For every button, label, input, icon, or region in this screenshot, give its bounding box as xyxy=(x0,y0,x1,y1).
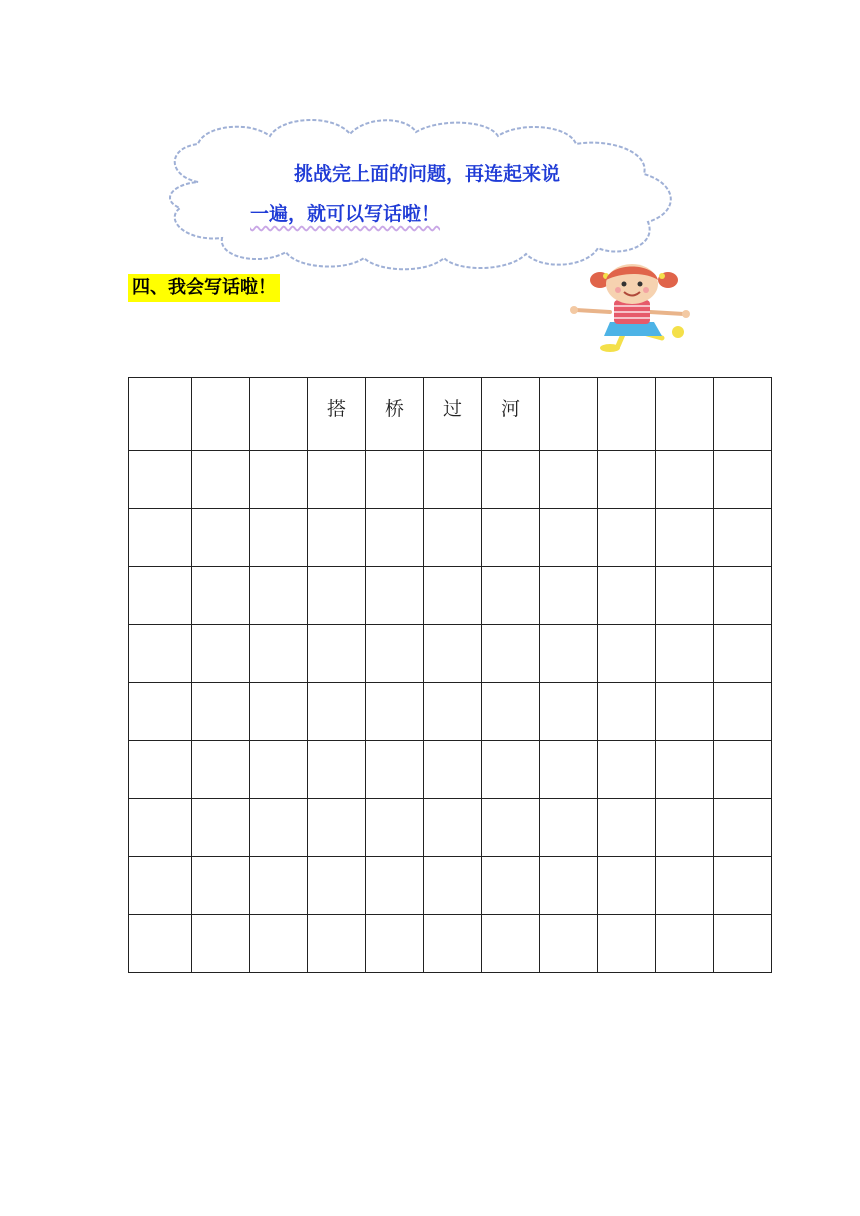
grid-row xyxy=(129,625,772,683)
grid-cell[interactable] xyxy=(714,915,772,973)
grid-cell[interactable] xyxy=(656,741,714,799)
grid-cell[interactable] xyxy=(308,741,366,799)
grid-cell[interactable] xyxy=(540,915,598,973)
grid-cell[interactable] xyxy=(129,683,192,741)
grid-cell[interactable] xyxy=(308,857,366,915)
grid-cell[interactable] xyxy=(129,509,192,567)
grid-cell[interactable] xyxy=(192,378,250,451)
grid-cell[interactable] xyxy=(714,509,772,567)
grid-cell[interactable] xyxy=(714,799,772,857)
section-heading: 四、我会写话啦！ xyxy=(128,274,280,302)
grid-cell[interactable] xyxy=(540,741,598,799)
grid-cell[interactable] xyxy=(482,625,540,683)
grid-cell[interactable] xyxy=(540,451,598,509)
grid-cell[interactable] xyxy=(192,683,250,741)
grid-cell[interactable] xyxy=(656,915,714,973)
grid-row xyxy=(129,799,772,857)
grid-cell[interactable] xyxy=(540,509,598,567)
grid-cell[interactable] xyxy=(366,857,424,915)
grid-cell[interactable] xyxy=(129,741,192,799)
grid-cell[interactable] xyxy=(482,915,540,973)
grid-cell[interactable] xyxy=(308,799,366,857)
grid-cell[interactable] xyxy=(656,509,714,567)
grid-row xyxy=(129,509,772,567)
grid-cell[interactable] xyxy=(129,799,192,857)
grid-cell[interactable] xyxy=(366,625,424,683)
grid-cell[interactable] xyxy=(366,799,424,857)
grid-cell[interactable] xyxy=(366,509,424,567)
title-character-cell[interactable]: 河 xyxy=(482,378,540,451)
grid-row xyxy=(129,683,772,741)
grid-cell[interactable] xyxy=(308,915,366,973)
grid-cell[interactable] xyxy=(129,378,192,451)
grid-cell[interactable] xyxy=(192,915,250,973)
grid-cell[interactable] xyxy=(714,741,772,799)
grid-cell[interactable] xyxy=(714,857,772,915)
grid-cell[interactable] xyxy=(598,683,656,741)
speech-cloud xyxy=(158,112,692,276)
grid-cell[interactable] xyxy=(598,741,656,799)
cloud-text-line-2: 一遍，就可以写话啦！ xyxy=(250,203,441,225)
grid-cell[interactable] xyxy=(250,915,308,973)
grid-cell[interactable] xyxy=(598,625,656,683)
grid-cell[interactable] xyxy=(482,451,540,509)
grid-cell[interactable] xyxy=(192,799,250,857)
grid-cell[interactable] xyxy=(656,378,714,451)
grid-cell[interactable] xyxy=(656,683,714,741)
grid-cell[interactable] xyxy=(598,567,656,625)
grid-cell[interactable] xyxy=(192,567,250,625)
cartoon-girl-icon xyxy=(566,262,696,354)
grid-cell[interactable] xyxy=(656,857,714,915)
grid-cell[interactable] xyxy=(656,799,714,857)
grid-cell[interactable] xyxy=(250,378,308,451)
grid-cell[interactable] xyxy=(424,683,482,741)
grid-cell[interactable] xyxy=(366,915,424,973)
grid-cell[interactable] xyxy=(598,509,656,567)
grid-cell[interactable] xyxy=(250,451,308,509)
grid-cell[interactable] xyxy=(482,741,540,799)
grid-cell[interactable] xyxy=(424,915,482,973)
grid-cell[interactable] xyxy=(540,378,598,451)
grid-cell[interactable] xyxy=(424,741,482,799)
grid-cell[interactable] xyxy=(192,451,250,509)
grid-cell[interactable] xyxy=(540,799,598,857)
grid-cell[interactable] xyxy=(540,683,598,741)
grid-cell[interactable] xyxy=(598,378,656,451)
grid-cell[interactable] xyxy=(308,567,366,625)
grid-cell[interactable] xyxy=(540,857,598,915)
grid-cell[interactable] xyxy=(714,378,772,451)
title-character-cell[interactable]: 过 xyxy=(424,378,482,451)
grid-cell[interactable] xyxy=(482,799,540,857)
grid-cell[interactable] xyxy=(129,451,192,509)
grid-cell[interactable] xyxy=(250,625,308,683)
grid-row xyxy=(129,741,772,799)
grid-cell[interactable] xyxy=(129,915,192,973)
grid-cell[interactable] xyxy=(192,741,250,799)
grid-row xyxy=(129,378,772,451)
grid-cell[interactable] xyxy=(714,683,772,741)
grid-cell[interactable] xyxy=(482,683,540,741)
grid-cell[interactable] xyxy=(598,915,656,973)
writing-grid xyxy=(128,377,772,973)
grid-cell[interactable] xyxy=(540,567,598,625)
grid-cell[interactable] xyxy=(192,625,250,683)
grid-cell[interactable] xyxy=(482,857,540,915)
grid-cell[interactable] xyxy=(250,683,308,741)
grid-cell[interactable] xyxy=(424,799,482,857)
grid-cell[interactable] xyxy=(129,857,192,915)
grid-cell[interactable] xyxy=(598,799,656,857)
grid-cell[interactable] xyxy=(482,509,540,567)
grid-cell[interactable] xyxy=(250,509,308,567)
grid-cell[interactable] xyxy=(424,451,482,509)
grid-row xyxy=(129,857,772,915)
grid-cell[interactable] xyxy=(714,625,772,683)
grid-cell[interactable] xyxy=(424,509,482,567)
grid-cell[interactable] xyxy=(129,625,192,683)
title-character-cell[interactable]: 搭 xyxy=(308,378,366,451)
grid-cell[interactable] xyxy=(366,567,424,625)
grid-cell[interactable] xyxy=(656,567,714,625)
grid-row xyxy=(129,451,772,509)
grid-cell[interactable] xyxy=(192,509,250,567)
grid-cell[interactable] xyxy=(424,625,482,683)
grid-cell[interactable] xyxy=(308,625,366,683)
grid-cell[interactable] xyxy=(482,567,540,625)
grid-cell[interactable] xyxy=(250,799,308,857)
grid-row xyxy=(129,567,772,625)
grid-cell[interactable] xyxy=(366,683,424,741)
grid-row xyxy=(129,915,772,973)
grid-cell[interactable] xyxy=(129,567,192,625)
grid-cell[interactable] xyxy=(308,683,366,741)
grid-cell[interactable] xyxy=(714,567,772,625)
grid-cell[interactable] xyxy=(308,451,366,509)
grid-cell[interactable] xyxy=(424,567,482,625)
grid-cell[interactable] xyxy=(250,567,308,625)
grid-cell[interactable] xyxy=(540,625,598,683)
grid-cell[interactable] xyxy=(598,451,656,509)
grid-cell[interactable] xyxy=(366,741,424,799)
grid-cell[interactable] xyxy=(250,741,308,799)
cloud-text-line-1: 挑战完上面的问题，再连起来说 xyxy=(294,163,561,185)
grid-cell[interactable] xyxy=(656,451,714,509)
grid-cell[interactable] xyxy=(656,625,714,683)
grid-cell[interactable] xyxy=(424,857,482,915)
grid-cell[interactable] xyxy=(366,451,424,509)
grid-cell[interactable] xyxy=(598,857,656,915)
grid-cell[interactable] xyxy=(308,509,366,567)
grid-cell[interactable] xyxy=(714,451,772,509)
grid-cell[interactable] xyxy=(250,857,308,915)
title-character-cell[interactable]: 桥 xyxy=(366,378,424,451)
grid-cell[interactable] xyxy=(192,857,250,915)
